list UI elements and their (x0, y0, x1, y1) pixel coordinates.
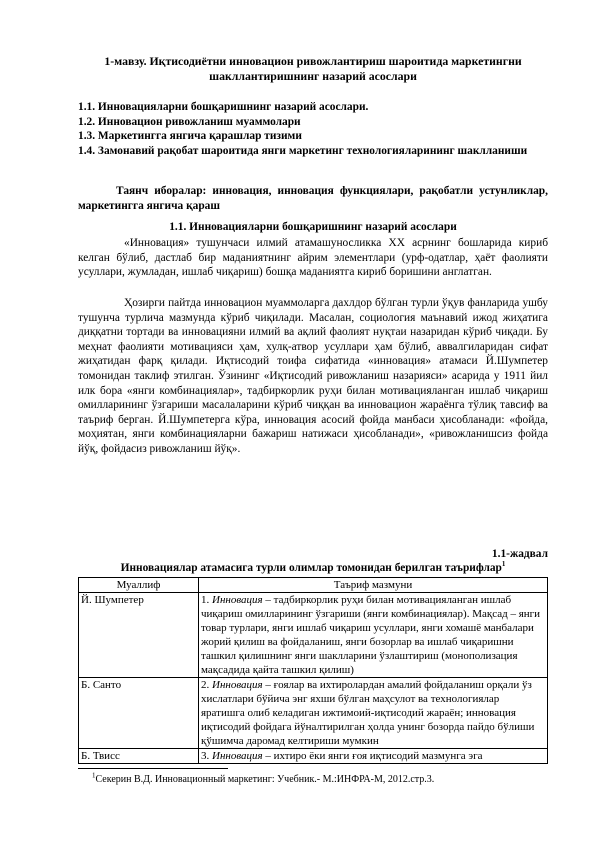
table-row (79, 678, 548, 749)
footnote-reference: 1 (501, 560, 506, 569)
page-title: 1-мавзу. Иқтисодиётни инновацион ривожлантириш шароитида маркетингни шакллантиришнинг назарий асослари (104, 54, 522, 83)
column-header-definition: Таъриф мазмуни (199, 578, 548, 593)
definition-cell (199, 678, 548, 749)
footnote-divider (78, 768, 228, 769)
definition-term: Инновация (212, 679, 263, 691)
definition-text: – тадбиркорлик руҳи билан мотивацияланган ишлаб чиқариш омилларининг ўзгариши (янги комбинациялар). Мақсад – янги товар турлари, янги ишлаб чиқариш усуллари, янги хомашё манбалари жорий қилиш ва фойдаланиш, янги бозорлар ва ишлаб чиқаришни ташкил қилишнинг янги шаклларини ўзлаштириш (монополизация мақсадида қайта ташкил қилиш) (201, 594, 541, 676)
definition-number: 2. (201, 679, 210, 691)
definition-term: Инновация (212, 750, 263, 762)
keywords: Таянч иборалар: инновация, инновация функциялари, рақобатли устунликлар, маркетингга янгича қараш (78, 185, 548, 212)
table-number: 1.1-жадвал (491, 548, 548, 560)
footnote-mark: 1 (92, 771, 96, 780)
table-of-contents (78, 100, 548, 158)
author-cell: Б. Твисс (79, 749, 199, 764)
paragraph: «Инновация» тушунчаси илмий атамашуносликка ХХ асрнинг бошларида кириб келган бўлиб, дастлаб бир маданиятнинг айрим элементлари (урф-одатлар, ҳаёт фаолияти усуллари, жумладан, ишлаб чиқариш) бошқа маданиятга кириб боришини англатган. (78, 237, 548, 279)
footnote-text: Секерин В.Д. Инновационный маркетинг: Учебник.- М.:ИНФРА-М, 2012.стр.3. (95, 774, 435, 785)
toc-item: 1.4. Замонавий рақобат шароитида янги маркетинг технологияларининг шаклланиши (78, 144, 528, 157)
definition-number: 3. (201, 750, 210, 762)
column-header-author: Муаллиф (79, 578, 199, 593)
author-cell: Й. Шумпетер (79, 593, 199, 678)
paragraph: Ҳозирги пайтда инновацион муаммоларга дахлдор бўлган турли ўқув фанларида ушбу тушунча турлича мазмунда кўриб чиқилади. Масалан, социология маънавий ижод жиҳатига диққатни тортади ва инновацияни илмий ва ақлий фаолият нуқтаи назаридан кўриб чиқади. Бу меҳнат фаолияти мотивацияси ҳам, хулқ-атвор усуллари ҳам бўлиб, аввалгиларидан сифат жиҳатидан фарқ қилади. Иқтисодий тоифа сифатида «инновация» атамаси Й.Шумпетер томонидан таклиф этилган. Ўзининг «Иқтисодий ривожланиш назарияси» асарида у 1911 йил илк бора «янги комбинациялар», тадбиркорлик руҳи билан мотивацияланган ишлаб чиқариш омилларининг ўзгариши масалаларини кўриб чиққан ва инновацион жараёнга тўлиқ тавсиф ва таъриф берган. Й.Шумпетерга кўра, инновация асосий фойда манбаси ҳисобланади: «фойда, моҳиятан, янги комбинацияларни бажариш натижаси ҳисобланади», «ривожланишсиз фойда йўқ, фойдасиз ривожланиш йўқ». (78, 297, 548, 455)
section-heading: 1.1. Инновацияларни бошқаришнинг назарий асослари (169, 221, 457, 233)
table-row (79, 593, 548, 678)
footnote (92, 771, 435, 786)
table-caption (78, 561, 548, 576)
definition-term: Инновация (212, 594, 263, 606)
definition-text: – ихтиро ёки янги ғоя иқтисодий мазмунга эга (265, 750, 483, 762)
definition-text: – ғоялар ва ихтиролардан амалий фойдаланиш орқали ўз хислатлари бўйича энг яхши бўлган маҳсулот ва технологиялар яратишга олиб келадиган ижтимоий-иқтисодий жараён; инновация иқтисодий фойдага йўналтирилган ҳолда унинг бозорда пайдо бўлиши қўшимча даромад келтириши мумкин (201, 679, 535, 747)
toc-item: 1.3. Маркетингга янгича қарашлар тизими (78, 130, 302, 143)
toc-item: 1.1. Инновацияларни бошқаришнинг назарий асослари. (78, 101, 369, 113)
author-cell: Б. Санто (79, 678, 199, 749)
definition-cell (199, 749, 548, 764)
table-row (79, 749, 548, 764)
definition-number: 1. (201, 594, 210, 606)
definitions-table (78, 577, 548, 764)
table-header-row (79, 578, 548, 593)
table-caption-text: Инновациялар атамасига турли олимлар томонидан берилган таърифлар (120, 562, 502, 574)
toc-item: 1.2. Инновацион ривожланиш муаммолари (78, 115, 301, 128)
definition-cell (199, 593, 548, 678)
